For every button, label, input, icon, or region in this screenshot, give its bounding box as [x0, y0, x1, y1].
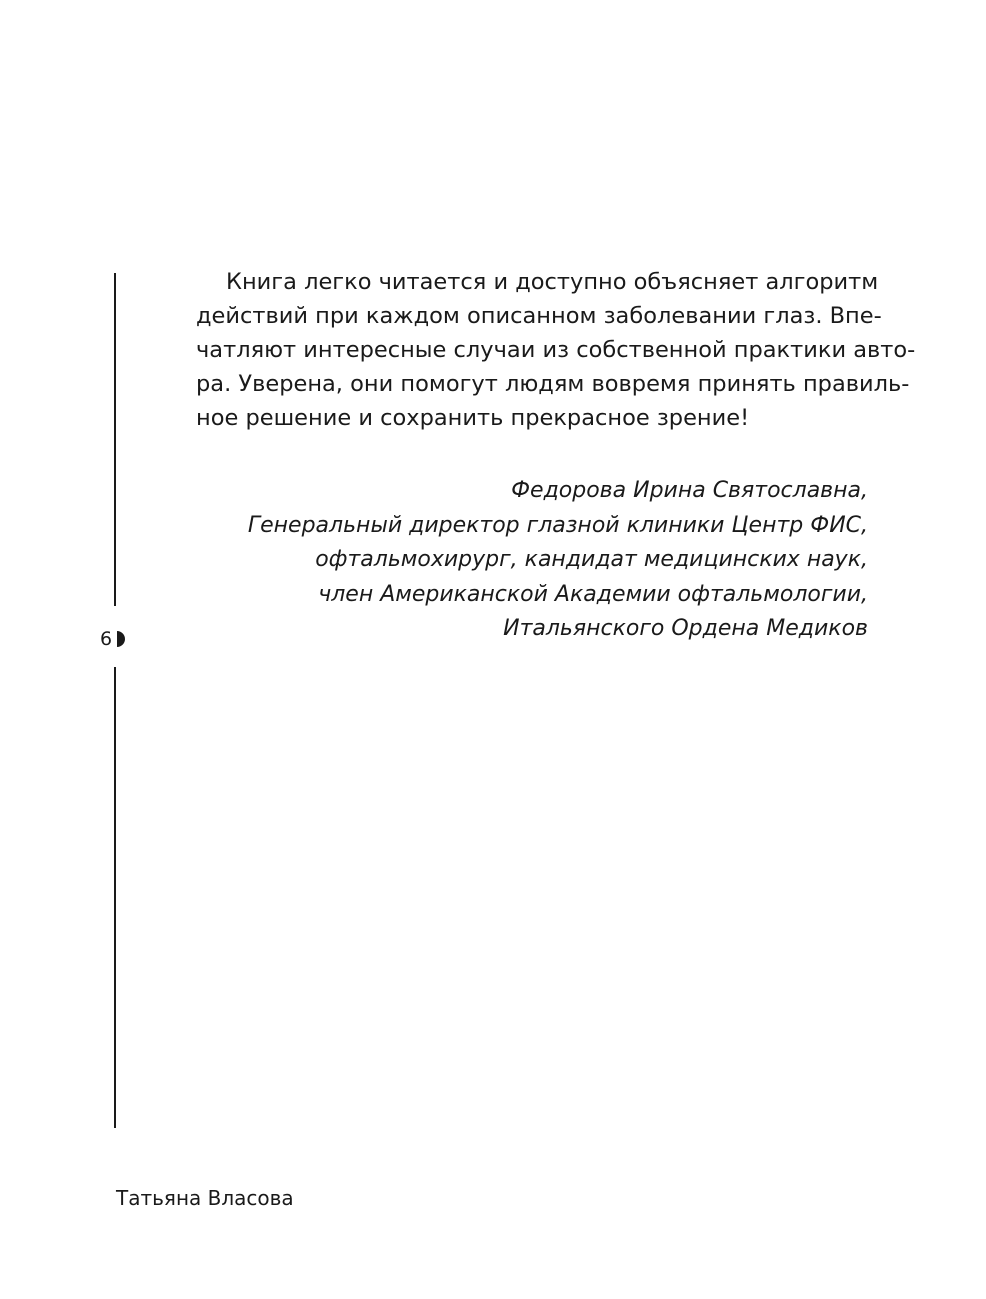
signature-title: Итальянского Ордена Медиков — [503, 616, 868, 641]
footer-author: Татьяна Власова — [116, 1186, 294, 1210]
signature-block — [196, 474, 868, 647]
half-circle-icon — [117, 631, 125, 647]
margin-rule-top — [114, 273, 116, 606]
signature-title: Генеральный директор глазной клиники Центр ФИС, — [247, 512, 868, 538]
paragraph-line: ное решение и сохранить прекрасное зрение! — [196, 405, 750, 431]
paragraph-line: ра. Уверена, они помогут людям вовремя принять правиль- — [196, 371, 910, 397]
paragraph-line: Книга легко читается и доступно объясняет алгоритм — [226, 269, 879, 295]
page-number: 6 — [100, 628, 113, 650]
paragraph-line: чатляют интересные случаи из собственной практики авто- — [196, 337, 916, 363]
signature-title: офтальмохирург, кандидат медицинских наук, — [315, 547, 868, 572]
page-marker — [100, 625, 125, 653]
review-paragraph — [196, 265, 916, 435]
signature-name: Федорова Ирина Святославна, — [511, 478, 868, 503]
signature-title: член Американской Академии офтальмологии, — [318, 581, 868, 607]
paragraph-line: действий при каждом описанном заболевании глаз. Впе- — [196, 303, 882, 329]
margin-rule-bottom — [114, 667, 116, 1128]
